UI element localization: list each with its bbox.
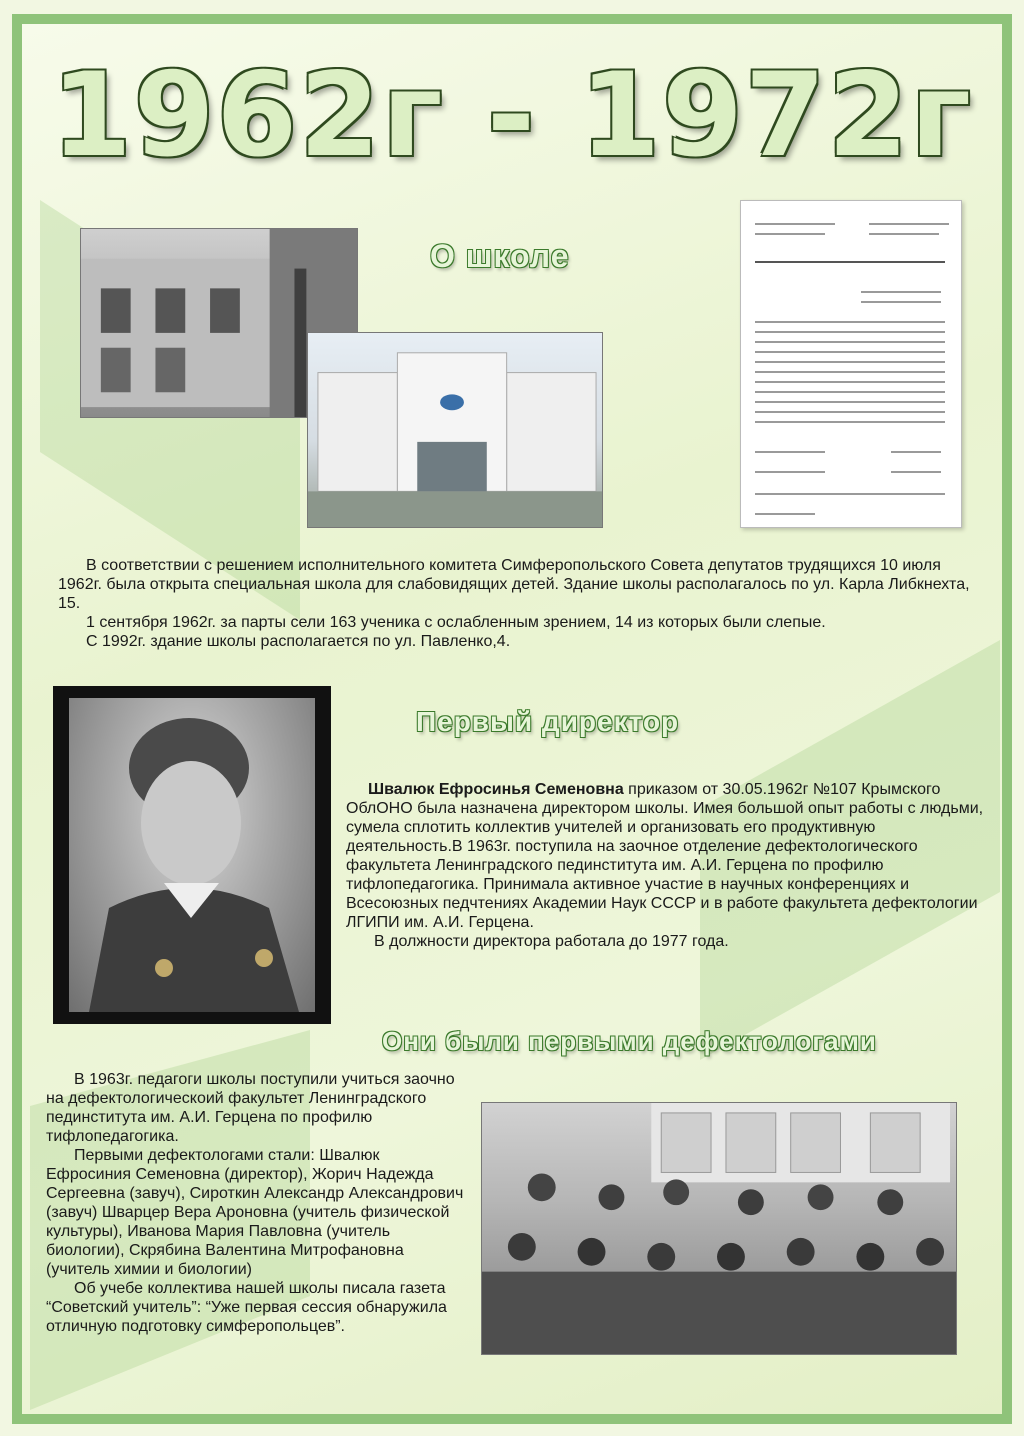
new-building-photo	[307, 332, 603, 528]
defectologists-paragraph: Первыми дефектологами стали: Швалюк Ефросиния Семеновна (директор), Жорич Надежда Сергеевна (завуч), Сироткин Александр Александрович (завуч) Шварцер Вера Ароновна (учитель физической культуры), Иванова Мария Павловна (учитель биологии), Скрябина Валентина Митрофановна (учитель химии и биологии)	[46, 1147, 464, 1278]
archive-document	[740, 200, 962, 528]
first-director-heading: Первый директор	[416, 706, 680, 737]
about-school-paragraph: В соответствии с решением исполнительного комитета Симферопольского Совета депутатов трудящихся 10 июля 1962г. была открыта специальная школа для слабовидящих детей. Здание школы располагалось по ул. Карла Либкнехта, 15.	[58, 557, 970, 612]
first-defectologists-heading: Они были первыми дефектологами	[382, 1026, 877, 1056]
defectologists-text	[46, 1070, 466, 1336]
defectologists-paragraph: Об учебе коллектива нашей школы писала газета “Советский учитель”: “Уже первая сессия обнаружила отличную подготовку симферопольцев”.	[46, 1280, 447, 1335]
director-name: Швалюк Ефросинья Семеновна	[368, 781, 624, 798]
about-school-heading: О школе	[430, 238, 570, 274]
director-tenure: В должности директора работала до 1977 года.	[374, 933, 729, 950]
defectologists-paragraph: В 1963г. педагоги школы поступили учиться заочно на дефектологическоий факультет Ленинградского пединститута им. А.И. Герцена по профилю тифлопедагогика.	[46, 1071, 455, 1145]
director-portrait	[53, 686, 331, 1024]
director-bio: приказом от 30.05.1962г №107 Крымского ОблОНО была назначена директором школы. Имея большой опыт работы с людьми, сумела сплотить коллектив учителей и организовать его продуктивную деятельность.В 1963г. поступила на заочное отделение дефектологического факультета Ленинградского пединститута им. А.И. Герцена по профилю тифлопедагогика. Принимала активное участие в научных конференциях и Всесоюзных педчтениях Академии Наук СССР и в работе факультета дефектологии ЛГИПИ им. А.И. Герцена.	[346, 781, 984, 931]
teachers-group-photo	[481, 1102, 957, 1355]
director-text	[346, 780, 991, 951]
about-school-text	[58, 556, 988, 651]
about-school-paragraph: С 1992г. здание школы располагается по ул. Павленко,4.	[86, 633, 511, 650]
page-title: 1962г - 1972г	[51, 48, 973, 183]
about-school-paragraph: 1 сентября 1962г. за парты сели 163 ученика с ослабленным зрением, 14 из которых были слепые.	[86, 614, 826, 631]
